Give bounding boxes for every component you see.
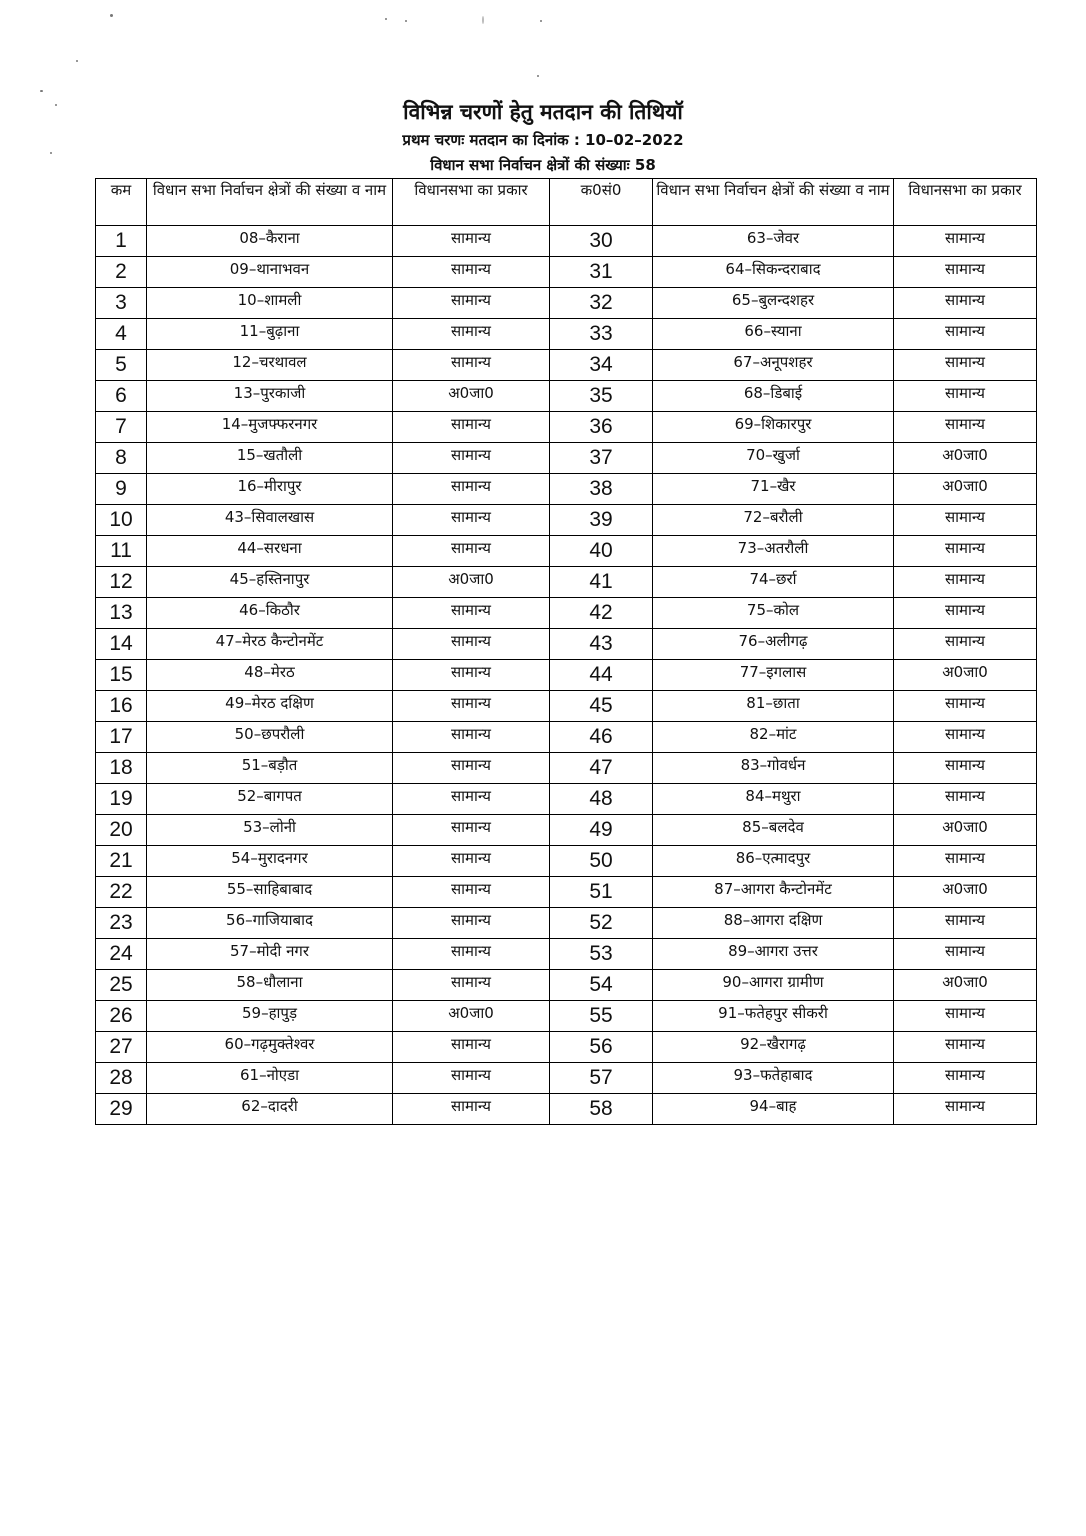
table-row bbox=[96, 722, 1037, 753]
serial-cell: 4 bbox=[96, 319, 147, 350]
constituency-cell: 59–हापुड़ bbox=[147, 1001, 393, 1032]
serial-cell: 10 bbox=[96, 505, 147, 536]
serial-cell: 30 bbox=[550, 226, 653, 257]
constituency-cell: 53–लोनी bbox=[147, 815, 393, 846]
constituency-cell: 62–दादरी bbox=[147, 1094, 393, 1125]
serial-cell: 51 bbox=[550, 877, 653, 908]
serial-cell: 39 bbox=[550, 505, 653, 536]
serial-cell: 14 bbox=[96, 629, 147, 660]
type-cell: सामान्य bbox=[393, 226, 550, 257]
serial-cell: 34 bbox=[550, 350, 653, 381]
poll-date-line: प्रथम चरणः मतदान का दिनांक : 10–02–2022 bbox=[402, 131, 684, 149]
table-row bbox=[96, 1032, 1037, 1063]
type-cell: सामान्य bbox=[894, 784, 1037, 815]
table-row bbox=[96, 691, 1037, 722]
header-serial: कम bbox=[96, 179, 147, 226]
table-row bbox=[96, 970, 1037, 1001]
type-cell: सामान्य bbox=[894, 226, 1037, 257]
constituency-cell: 51–बड़ौत bbox=[147, 753, 393, 784]
constituency-cell: 73–अतरौली bbox=[653, 536, 894, 567]
constituency-cell: 47–मेरठ कैन्टोनमेंट bbox=[147, 629, 393, 660]
constituency-cell: 13–पुरकाजी bbox=[147, 381, 393, 412]
type-cell: सामान्य bbox=[393, 908, 550, 939]
serial-cell: 31 bbox=[550, 257, 653, 288]
type-cell: सामान्य bbox=[894, 536, 1037, 567]
serial-cell: 55 bbox=[550, 1001, 653, 1032]
serial-cell: 40 bbox=[550, 536, 653, 567]
type-cell: अ0जा0 bbox=[894, 970, 1037, 1001]
type-cell: सामान्य bbox=[393, 939, 550, 970]
serial-cell: 32 bbox=[550, 288, 653, 319]
type-cell: सामान्य bbox=[894, 939, 1037, 970]
constituency-cell: 85–बलदेव bbox=[653, 815, 894, 846]
constituency-table bbox=[95, 178, 1037, 1125]
serial-cell: 18 bbox=[96, 753, 147, 784]
serial-cell: 15 bbox=[96, 660, 147, 691]
serial-cell: 37 bbox=[550, 443, 653, 474]
type-cell: सामान्य bbox=[894, 722, 1037, 753]
constituency-cell: 75–कोल bbox=[653, 598, 894, 629]
constituency-cell: 82–मांट bbox=[653, 722, 894, 753]
header-type-2: विधानसभा का प्रकार bbox=[894, 179, 1037, 226]
type-cell: सामान्य bbox=[894, 691, 1037, 722]
serial-cell: 56 bbox=[550, 1032, 653, 1063]
type-cell: सामान्य bbox=[894, 381, 1037, 412]
constituency-cell: 88–आगरा दक्षिण bbox=[653, 908, 894, 939]
serial-cell: 48 bbox=[550, 784, 653, 815]
serial-cell: 6 bbox=[96, 381, 147, 412]
type-cell: अ0जा0 bbox=[894, 877, 1037, 908]
header-type: विधानसभा का प्रकार bbox=[393, 179, 550, 226]
table-row bbox=[96, 412, 1037, 443]
constituency-cell: 65–बुलन्दशहर bbox=[653, 288, 894, 319]
constituency-cell: 15–खतौली bbox=[147, 443, 393, 474]
type-cell: सामान्य bbox=[894, 257, 1037, 288]
type-cell: सामान्य bbox=[393, 691, 550, 722]
type-cell: सामान्य bbox=[894, 567, 1037, 598]
type-cell: अ0जा0 bbox=[894, 443, 1037, 474]
type-cell: सामान्य bbox=[894, 598, 1037, 629]
type-cell: सामान्य bbox=[393, 815, 550, 846]
serial-cell: 46 bbox=[550, 722, 653, 753]
type-cell: सामान्य bbox=[393, 319, 550, 350]
constituency-cell: 63–जेवर bbox=[653, 226, 894, 257]
table-row bbox=[96, 846, 1037, 877]
serial-cell: 5 bbox=[96, 350, 147, 381]
serial-cell: 27 bbox=[96, 1032, 147, 1063]
constituency-cell: 70–खुर्जा bbox=[653, 443, 894, 474]
constituency-cell: 49–मेरठ दक्षिण bbox=[147, 691, 393, 722]
type-cell: सामान्य bbox=[393, 288, 550, 319]
type-cell: सामान्य bbox=[894, 1001, 1037, 1032]
constituency-cell: 72–बरौली bbox=[653, 505, 894, 536]
constituency-cell: 83–गोवर्धन bbox=[653, 753, 894, 784]
table-header-row bbox=[96, 179, 1037, 226]
serial-cell: 43 bbox=[550, 629, 653, 660]
constituency-cell: 43–सिवालखास bbox=[147, 505, 393, 536]
constituency-cell: 68–डिबाई bbox=[653, 381, 894, 412]
serial-cell: 28 bbox=[96, 1063, 147, 1094]
table-row bbox=[96, 319, 1037, 350]
table-row bbox=[96, 226, 1037, 257]
constituency-cell: 86–एत्मादपुर bbox=[653, 846, 894, 877]
serial-cell: 22 bbox=[96, 877, 147, 908]
constituency-cell: 61–नोएडा bbox=[147, 1063, 393, 1094]
table-row bbox=[96, 939, 1037, 970]
constituency-cell: 69–शिकारपुर bbox=[653, 412, 894, 443]
serial-cell: 45 bbox=[550, 691, 653, 722]
type-cell: अ0जा0 bbox=[393, 567, 550, 598]
constituency-cell: 57–मोदी नगर bbox=[147, 939, 393, 970]
type-cell: सामान्य bbox=[393, 1063, 550, 1094]
constituency-cell: 52–बागपत bbox=[147, 784, 393, 815]
serial-cell: 24 bbox=[96, 939, 147, 970]
type-cell: सामान्य bbox=[393, 1094, 550, 1125]
type-cell: सामान्य bbox=[393, 629, 550, 660]
type-cell: सामान्य bbox=[393, 753, 550, 784]
serial-cell: 2 bbox=[96, 257, 147, 288]
serial-cell: 50 bbox=[550, 846, 653, 877]
table-row bbox=[96, 815, 1037, 846]
serial-cell: 13 bbox=[96, 598, 147, 629]
type-cell: सामान्य bbox=[894, 350, 1037, 381]
type-cell: सामान्य bbox=[894, 319, 1037, 350]
table-row bbox=[96, 536, 1037, 567]
constituency-cell: 71–खैर bbox=[653, 474, 894, 505]
type-cell: सामान्य bbox=[393, 877, 550, 908]
constituency-count-line: विधान सभा निर्वाचन क्षेत्रों की संख्याः 58 bbox=[430, 156, 656, 174]
type-cell: सामान्य bbox=[894, 753, 1037, 784]
constituency-cell: 81–छाता bbox=[653, 691, 894, 722]
serial-cell: 16 bbox=[96, 691, 147, 722]
type-cell: सामान्य bbox=[894, 629, 1037, 660]
type-cell: अ0जा0 bbox=[894, 660, 1037, 691]
table-row bbox=[96, 288, 1037, 319]
type-cell: सामान्य bbox=[894, 846, 1037, 877]
constituency-cell: 44–सरधना bbox=[147, 536, 393, 567]
constituency-cell: 90–आगरा ग्रामीण bbox=[653, 970, 894, 1001]
document-title: विभिन्न चरणों हेतु मतदान की तिथियॉ bbox=[403, 100, 683, 124]
serial-cell: 49 bbox=[550, 815, 653, 846]
serial-cell: 19 bbox=[96, 784, 147, 815]
constituency-cell: 92–खैरागढ़ bbox=[653, 1032, 894, 1063]
serial-cell: 9 bbox=[96, 474, 147, 505]
constituency-cell: 94–बाह bbox=[653, 1094, 894, 1125]
type-cell: सामान्य bbox=[393, 722, 550, 753]
constituency-cell: 60–गढ़मुक्तेश्वर bbox=[147, 1032, 393, 1063]
constituency-cell: 11–बुढ़ाना bbox=[147, 319, 393, 350]
constituency-cell: 84–मथुरा bbox=[653, 784, 894, 815]
serial-cell: 29 bbox=[96, 1094, 147, 1125]
table-row bbox=[96, 1094, 1037, 1125]
serial-cell: 41 bbox=[550, 567, 653, 598]
constituency-cell: 67–अनूपशहर bbox=[653, 350, 894, 381]
type-cell: सामान्य bbox=[393, 536, 550, 567]
header-serial-2: क0सं0 bbox=[550, 179, 653, 226]
table-row bbox=[96, 350, 1037, 381]
constituency-cell: 46–किठौर bbox=[147, 598, 393, 629]
table-row bbox=[96, 443, 1037, 474]
serial-cell: 1 bbox=[96, 226, 147, 257]
table-row bbox=[96, 474, 1037, 505]
serial-cell: 44 bbox=[550, 660, 653, 691]
constituency-cell: 56–गाजियाबाद bbox=[147, 908, 393, 939]
type-cell: सामान्य bbox=[393, 505, 550, 536]
type-cell: सामान्य bbox=[894, 908, 1037, 939]
serial-cell: 11 bbox=[96, 536, 147, 567]
constituency-cell: 12–चरथावल bbox=[147, 350, 393, 381]
serial-cell: 54 bbox=[550, 970, 653, 1001]
table-row bbox=[96, 908, 1037, 939]
serial-cell: 26 bbox=[96, 1001, 147, 1032]
serial-cell: 20 bbox=[96, 815, 147, 846]
serial-cell: 3 bbox=[96, 288, 147, 319]
table-row bbox=[96, 753, 1037, 784]
serial-cell: 57 bbox=[550, 1063, 653, 1094]
serial-cell: 33 bbox=[550, 319, 653, 350]
serial-cell: 47 bbox=[550, 753, 653, 784]
constituency-cell: 14–मुजफ्फरनगर bbox=[147, 412, 393, 443]
type-cell: सामान्य bbox=[894, 1032, 1037, 1063]
table-row bbox=[96, 660, 1037, 691]
serial-cell: 21 bbox=[96, 846, 147, 877]
type-cell: अ0जा0 bbox=[393, 381, 550, 412]
constituency-cell: 87–आगरा कैन्टोनमेंट bbox=[653, 877, 894, 908]
type-cell: सामान्य bbox=[393, 350, 550, 381]
serial-cell: 12 bbox=[96, 567, 147, 598]
type-cell: सामान्य bbox=[894, 505, 1037, 536]
constituency-cell: 48–मेरठ bbox=[147, 660, 393, 691]
table-row bbox=[96, 877, 1037, 908]
constituency-cell: 54–मुरादनगर bbox=[147, 846, 393, 877]
type-cell: अ0जा0 bbox=[894, 815, 1037, 846]
type-cell: अ0जा0 bbox=[393, 1001, 550, 1032]
type-cell: सामान्य bbox=[393, 660, 550, 691]
constituency-cell: 64–सिकन्दराबाद bbox=[653, 257, 894, 288]
serial-cell: 17 bbox=[96, 722, 147, 753]
table-row bbox=[96, 1063, 1037, 1094]
serial-cell: 8 bbox=[96, 443, 147, 474]
constituency-cell: 93–फतेहाबाद bbox=[653, 1063, 894, 1094]
type-cell: सामान्य bbox=[393, 846, 550, 877]
type-cell: अ0जा0 bbox=[894, 474, 1037, 505]
constituency-cell: 77–इगलास bbox=[653, 660, 894, 691]
constituency-cell: 50–छपरौली bbox=[147, 722, 393, 753]
table-row bbox=[96, 1001, 1037, 1032]
header-constituency: विधान सभा निर्वाचन क्षेत्रों की संख्या व नाम bbox=[147, 179, 393, 226]
serial-cell: 35 bbox=[550, 381, 653, 412]
constituency-cell: 16–मीरापुर bbox=[147, 474, 393, 505]
table-row bbox=[96, 257, 1037, 288]
constituency-cell: 58–धौलाना bbox=[147, 970, 393, 1001]
type-cell: सामान्य bbox=[393, 412, 550, 443]
type-cell: सामान्य bbox=[393, 257, 550, 288]
serial-cell: 53 bbox=[550, 939, 653, 970]
type-cell: सामान्य bbox=[894, 1094, 1037, 1125]
type-cell: सामान्य bbox=[393, 1032, 550, 1063]
type-cell: सामान्य bbox=[894, 1063, 1037, 1094]
serial-cell: 36 bbox=[550, 412, 653, 443]
constituency-cell: 91–फतेहपुर सीकरी bbox=[653, 1001, 894, 1032]
serial-cell: 25 bbox=[96, 970, 147, 1001]
type-cell: सामान्य bbox=[393, 443, 550, 474]
constituency-cell: 08–कैराना bbox=[147, 226, 393, 257]
table-row bbox=[96, 784, 1037, 815]
type-cell: सामान्य bbox=[894, 288, 1037, 319]
serial-cell: 7 bbox=[96, 412, 147, 443]
constituency-cell: 45–हस्तिनापुर bbox=[147, 567, 393, 598]
type-cell: सामान्य bbox=[894, 412, 1037, 443]
table-row bbox=[96, 567, 1037, 598]
table-row bbox=[96, 629, 1037, 660]
serial-cell: 42 bbox=[550, 598, 653, 629]
serial-cell: 38 bbox=[550, 474, 653, 505]
header-constituency-2: विधान सभा निर्वाचन क्षेत्रों की संख्या व नाम bbox=[653, 179, 894, 226]
constituency-cell: 55–साहिबाबाद bbox=[147, 877, 393, 908]
table-row bbox=[96, 598, 1037, 629]
type-cell: सामान्य bbox=[393, 474, 550, 505]
constituency-cell: 09–थानाभवन bbox=[147, 257, 393, 288]
serial-cell: 58 bbox=[550, 1094, 653, 1125]
constituency-cell: 76–अलीगढ़ bbox=[653, 629, 894, 660]
serial-cell: 52 bbox=[550, 908, 653, 939]
type-cell: सामान्य bbox=[393, 784, 550, 815]
table-row bbox=[96, 381, 1037, 412]
type-cell: सामान्य bbox=[393, 598, 550, 629]
constituency-cell: 89–आगरा उत्तर bbox=[653, 939, 894, 970]
table-row bbox=[96, 505, 1037, 536]
type-cell: सामान्य bbox=[393, 970, 550, 1001]
serial-cell: 23 bbox=[96, 908, 147, 939]
constituency-cell: 10–शामली bbox=[147, 288, 393, 319]
constituency-cell: 66–स्याना bbox=[653, 319, 894, 350]
constituency-cell: 74–छर्रा bbox=[653, 567, 894, 598]
